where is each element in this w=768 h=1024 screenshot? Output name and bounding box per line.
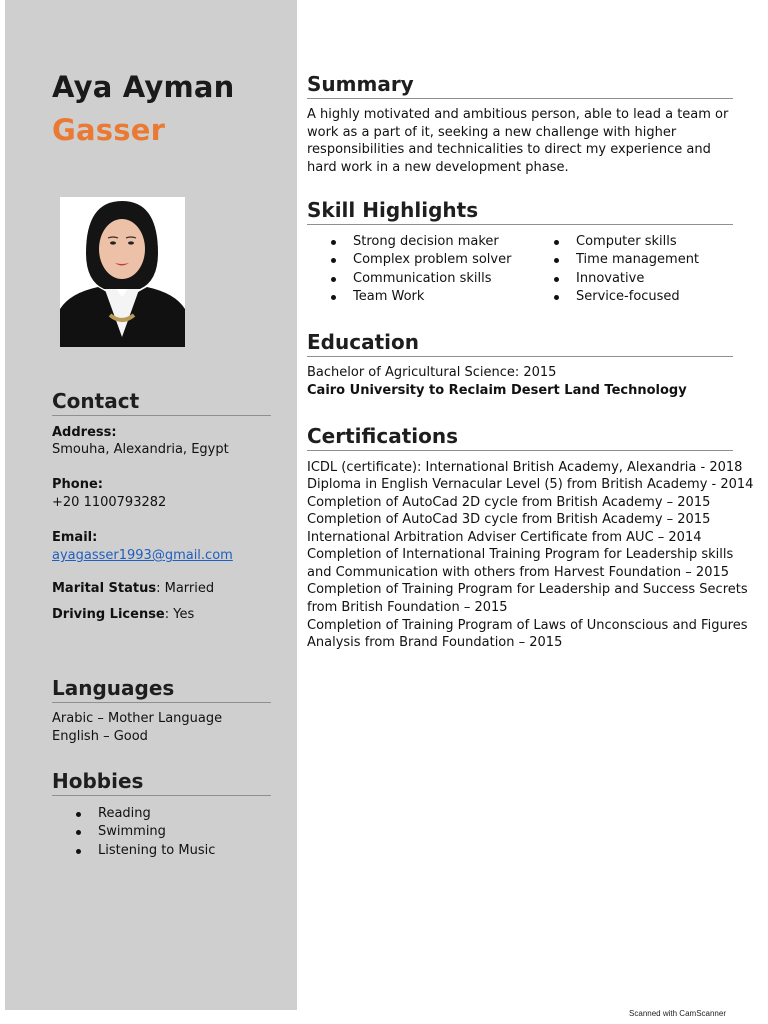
languages-heading: Languages bbox=[52, 676, 271, 703]
marital-status-label: Marital Status bbox=[52, 581, 157, 596]
summary-text: A highly motivated and ambitious person, able to lead a team or work as a part of it, seeking a new challenge with higher responsibilities and technicalities to direct my experience and hard work in a new development phase. bbox=[307, 107, 729, 175]
language-item: Arabic – Mother Language bbox=[52, 711, 223, 726]
summary-heading: Summary bbox=[307, 72, 733, 99]
certification-line: Analysis from Brand Foundation – 2015 bbox=[307, 635, 563, 650]
hobby-item: Listening to Music bbox=[74, 842, 215, 860]
skill-item: Time management bbox=[552, 251, 699, 269]
skills-list-right bbox=[552, 233, 699, 306]
marital-status bbox=[52, 580, 214, 598]
name-last-line: Gasser bbox=[52, 113, 166, 147]
certification-line: International Arbitration Adviser Certificate from AUC – 2014 bbox=[307, 530, 702, 545]
certification-line: Completion of AutoCad 3D cycle from British Academy – 2015 bbox=[307, 512, 711, 527]
hobby-item: Reading bbox=[74, 805, 215, 823]
certification-line: Completion of AutoCad 2D cycle from British Academy – 2015 bbox=[307, 495, 711, 510]
certification-line: Completion of Training Program for Leadership and Success Secrets bbox=[307, 582, 748, 597]
phone-value: +20 1100793282 bbox=[52, 495, 167, 510]
language-item: English – Good bbox=[52, 729, 148, 744]
skills-list-left bbox=[329, 233, 511, 306]
marital-status-value: : Married bbox=[156, 581, 215, 596]
hobby-item: Swimming bbox=[74, 823, 215, 841]
profile-photo bbox=[60, 197, 185, 347]
contact-heading: Contact bbox=[52, 389, 271, 416]
driving-license-value: : Yes bbox=[164, 607, 195, 622]
hobbies-heading: Hobbies bbox=[52, 769, 271, 796]
skill-item: Team Work bbox=[329, 288, 511, 306]
address-value: Smouha, Alexandria, Egypt bbox=[52, 442, 229, 457]
certification-line: Completion of International Training Program for Leadership skills bbox=[307, 547, 734, 562]
skill-item: Communication skills bbox=[329, 270, 511, 288]
skill-item: Complex problem solver bbox=[329, 251, 511, 269]
education-school: Cairo University to Reclaim Desert Land Technology bbox=[307, 383, 687, 398]
certification-line: Completion of Training Program of Laws of Unconscious and Figures bbox=[307, 618, 748, 633]
education-degree: Bachelor of Agricultural Science: 2015 bbox=[307, 365, 557, 380]
skill-item: Strong decision maker bbox=[329, 233, 511, 251]
driving-license bbox=[52, 606, 194, 624]
address-label: Address: bbox=[52, 425, 117, 440]
certification-line: ICDL (certificate): International British Academy, Alexandria - 2018 bbox=[307, 460, 743, 475]
certification-line: Diploma in English Vernacular Level (5) from British Academy - 2014 bbox=[307, 477, 754, 492]
email-link[interactable]: ayagasser1993@gmail.com bbox=[52, 548, 233, 563]
skills-heading: Skill Highlights bbox=[307, 198, 733, 225]
email-label: Email: bbox=[52, 530, 98, 545]
scanner-watermark: Scanned with CamScanner bbox=[629, 1009, 726, 1018]
driving-license-label: Driving License bbox=[52, 607, 165, 622]
hobbies-list bbox=[74, 805, 215, 860]
name-first-line: Aya Ayman bbox=[52, 70, 235, 104]
skill-item: Computer skills bbox=[552, 233, 699, 251]
certification-line: and Communication with others from Harvest Foundation – 2015 bbox=[307, 565, 730, 580]
skill-item: Service-focused bbox=[552, 288, 699, 306]
certification-line: from British Foundation – 2015 bbox=[307, 600, 508, 615]
certifications-heading: Certifications bbox=[307, 424, 733, 451]
education-heading: Education bbox=[307, 330, 733, 357]
skill-item: Innovative bbox=[552, 270, 699, 288]
phone-label: Phone: bbox=[52, 477, 103, 492]
